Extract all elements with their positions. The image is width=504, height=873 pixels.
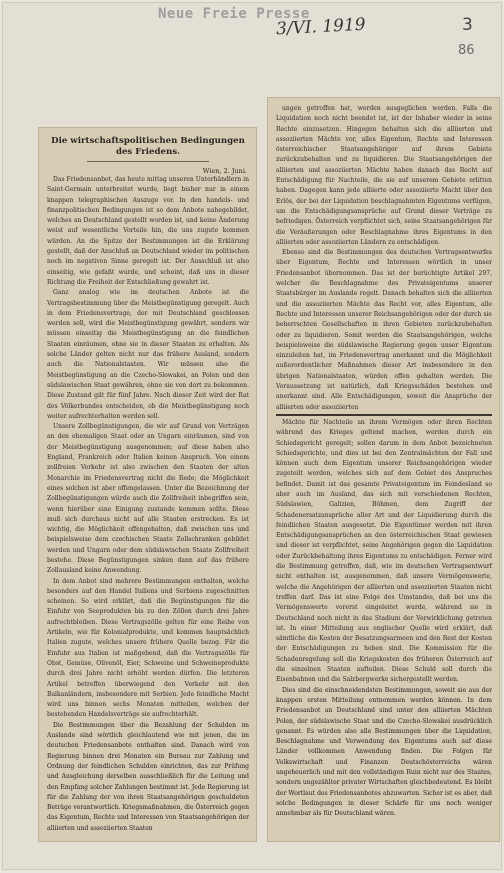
- clipping-right-column: [268, 98, 499, 841]
- article-paragraph: Das Friedensanbot, das heute mittag unseren Unterhändlern in Saint-Germain unterbreitet wurde, liegt bisher nur in einem knappen telegraphischen Auszuge vor. In den handels- und finanzpolitischen Bedingungen ist so dem Anbote nahegebildet, welches an Deutschland gestellt worden ist, und keine Änderung weist auf wesentliche Vorteile hin, die uns zugute kommen würden. An die Spitze der Bestimmungen ist die Erklärung gestellt, daß der Anschluß an Deutschland wieder im politischen noch im negativen Sinne geregelt ist. Der Ausschluß ist also einseitig, wie gefaßt wurde, und scheint, daß uns in dieser Richtung die Freiheit der Entschließung gewahrt ist.: [47, 176, 249, 286]
- article-headline: Die wirtschaftspolitischen Bedingungen des Friedens.: [51, 136, 245, 157]
- article-paragraph: ungen getroffen hat, werden ausgeglichen werden. Falls die Liquidation noch nicht beendet ist, ist der Inhaber wieder in seine Rechte einzusetzen. Hingegen behalten sich die alliierten und assoziierten Mächte vor, alles Eigentum, Rechte und Interessen österreichischer Staatsangehöriger auf ihrem Gebiete zurückzubehalten und zu liquidieren. Die Staatsangehörigen der alliierten und assoziierten Mächte haben danach das Recht auf Entschädigung für Nachteile, die sie auf unserem Gebiete erlitten haben. Dagegen kann jede alliierte oder assoziierte Macht über den Erlös, der bei der Liquidation beschlagnahmten Eigentums verfügen, um die Entschädigungsansprüche auf Grund dieser Verträge zu befriedigen. Österreich verpflichtet sich, seine Staatsangehörigen für die Veräußerungen oder Beschlagnahme ihres Eigentums in den alliierten oder assoziierten Ländern zu entschädigen.: [276, 105, 492, 246]
- article-paragraph: Ganz analog wie im deutschen Anbote ist die Vertragsbestimmung über die Meistbegünstigung geregelt. Auch in dem Friedensvertrage, der mit Deutschland geschlossen werden soll, wird die Meistbegünstigung gewährt, sondern wir müssen einseitig die Meistbegünstigung an die feindlichen Staaten einräumen, ohne sie in dieser Staaten zu erhalten. Als solche Länder gelten nicht nur das frühere Ausland, sondern auch die Nationalstaaten. Wir müssen also die Meistbegünstigung an die Czecho-Slowakei, an Polen und den südslawischen Staat gewähren, ohne sie von dort zu bekommen. Diese Zustand gilt für fünf Jahre. Nach dieser Zeit wird der Rat des Völkerbundes entscheiden, ob die Meistbegünstigung noch weiter aufrechterhalten werden soll.: [47, 289, 249, 420]
- headline-rule: [87, 161, 209, 162]
- column-divider: [276, 414, 492, 416]
- clipping-left-column: [39, 128, 256, 841]
- handwritten-date: 3/VI. 1919: [275, 14, 367, 40]
- article-paragraph: Unsere Zollbegünstigungen, die wir auf Grund von Verträgen an den ehemaligen Staat oder an Ungarn einräumen, sind von der Meistbegünstigung ausgenommen; auf diese haben also England, Frankreich oder Italien keinen Anspruch. Von einem zollfreien Verkehr ist also zwischen den Staaten der alten Monarchie im Friedensvertrag nicht die Rede; die Möglichkeit eines solchen ist aber offengelassen. Unter die Bezeichnung der Zollbegünstigungen würde auch die Zollfreiheit inbegriffen sein, wenn hierüber eine Einigung zustande kommen sollte. Diese muß sich durchaus nicht auf alle Staaten erstrecken. Es ist wichtig, die Möglichkeit offengehalten, daß zwischen uns und beispielsweise dem czechischen Staate Zollschranken gebildet werden und Ungarn oder dem südslawischen Staate Zollfreiheit bestehe. Diese Begünstigungen sinken dann auf das frühere Zollausland keine Anwendung.: [47, 423, 249, 575]
- newspaper-stamp: Neue Freie Presse: [158, 6, 310, 22]
- article-dateline: Wien, 2. Juni.: [202, 167, 247, 175]
- article-paragraph: In dem Anbot sind mehrere Bestimmungen enthalten, welche besonders auf den Handel Italiens und Serbiens zugeschnitten scheinen. So wird erklärt, daß die Begünstigungen für die Einfuhr von Seeprodukten bis zu den Zöllen durch drei Jahre aufrechtbleiben. Diese Vertragszölle gelten für eine Reihe von Artikeln, wie für Kolonialprodukte, und kommen hauptsächlich Italien zugute, welches unsere frühere Quelle bezog. Für die Einfuhr aus Italien ist maßgebend, daß die Vertragszölle für Obst, Gemüse, Olivenöl, Eier, Schweine und Schweineprodukte durch drei Jahre nicht erhöht werden dürfen. Die letzteren Artikel betreffen überwiegend den Verkehr mit den Balkanländern, insbesondere mit Serbien. Jede feindliche Macht wird uns binnen sechs Monaten mitteilen, welchen der bestehenden Handelsverträge sie aufrechterhält.: [47, 577, 249, 719]
- article-paragraph: Dies sind die einschneidendsten Bestimmungen, soweit sie aus der knappen ersten Mitteilung entnommen werden können. In dem Friedensanbot an Deutschland sind unter den alliierten Mächten Polen, der südslawische Staat und die Czecho-Slowakei ausdrücklich genannt. Es würden also alle Bestimmungen über die Liquidation, Beschlagnahme und Verwendung des Eigentums auch auf diese Länder vollkommen Anwendung finden. Die Folgen für Volkswirtschaft und Finanzen Deutschösterreichs wären ungeheuerlich und mit den vollständigen Ruin nicht nur des Staates, sondern ungezählter privater Wirtschaften gleichbedeutend. Es bleibt der Wortlaut des Friedensanbotes abzuwarten. Sicher ist es aber, daß solche Bedingungen in dieser Schärfe für uns noch weniger annehmbar als für Deutschland wären.: [276, 686, 492, 818]
- archive-number: 86: [458, 43, 475, 58]
- article-paragraph: Ebenso sind die Bestimmungen des deutschen Vertragsentwurfes über Eigentum, Rechte und Interessen wörtlich in unser Friedensanbot übernommen. Das ist der berüchtigte Artikel 297, welcher die Beschlagnahme des Privateigentums unserer Staatsbürger im Auslande regelt. Danach behalten sich die alliierten und die assoziierten Mächte das Recht vor, alles Eigentum, alle Rechte und Interessen unserer Reichsangehörigen oder der durch sie beherrschten Gesellschaften in ihren Gebieten zurückzubehalten oder zu liquidieren. Somit werden die Staatsangehörigen, welche beispielsweise die südslawische Regierung gegen unser Eigentum einzuleiten hat, im Friedensvertrag anerkannt und die Möglichkeit außerordentlicher Maßnahmen dieser Art insbesondere in den übrigen Nationalstaaten, würden offen gehalten werden. Die Voraussetzung ist natürlich, daß Kriegsschäden bestehen und anerkannt sind. Alle Entschädigungen, soweit die Ansprüche der alliierten oder assoziierten: [276, 249, 492, 411]
- article-paragraph: Die Bestimmungen über die Bezahlung der Schulden im Auslande sind wörtlich gleichlautend wie mit jenen, die im deutschen Friedensanbote enthalten sind. Danach wird von Regierung binnen drei Monaten ein Bureau zur Zahlung und Ordnung der feindlichen Schulden einrichten, das zur Prüfung und Ausgleichung derselben ausschließlich für die Leitung und den Empfang solcher Zahlungen bestimmt ist. Jede Regierung ist für die Zahlung der von ihren Staatsangehörigen geschuldeten Beträge verantwortlich. Kriegsmaßnahmen, die Österreich gegen das Eigentum, Rechte und Interessen von Staatsangehörigen der alliierten und assoziierten Staaten: [47, 721, 249, 832]
- article-paragraph: Mächte für Nachteile an ihrem Vermögen oder ihren Rechten während des Krieges geltend machen, werden durch ein Schiedsgericht geregelt; sollen darum in dem Anbot bezeichneten Schiedsgerichte, und dies ist bei den Zentralmächten der Fall und können auch dem Eigentum unserer Reichsangehörigen wieder zugeteilt werden, welches sich auf dem Gebiet des Anspruches befindet. Damit ist das gesamte Privateigentum im Feindesland so aber auch im Ausland, das sich mit verschiedenen Rechten, Südslawien, Galizien, Böhmen, dem Zugriff der Schadenersatzansprüche aller Art und der Liquidierung durch die feindlichen Staaten ausgesetzt. Die Eigentümer werden mit ihren Entschädigungsansprüchen an den österreichischen Staat gewiesen und dieser ist verpflichtet, seine Angehörigen gegen die Liquidation oder Zurückbehaltung ihres Eigentums zu entschädigen. Ferner wird die Bestimmung getroffen, daß, wie im deutschen Vertragsentwurf nicht enthalten ist, ausgenommen, daß unsere Vermögenswerte, welche die Angehörigen der alliierten und assoziierten Staaten nicht treffen darf. Das ist eine Folge des Umstandes, daß bei uns die Vermögenswerte vorerst eingeleitet wurde, während sie in Deutschland noch nicht in das Stadium der Verwirklichung getreten ist. In einer Mitteilung aus englischer Quelle wird erklärt, daß sämtliche die Kosten der Besatzungsarmeen und den Rest der Kosten der Entschädigungen zu heben sind. Die Kommission für die Schadenregelung soll die Kriegskosten des früheren Österreich auf die einzelnen Staaten aufteilen. Diese Schuld soll durch die Eisenbahnen und die Salzbergwerke sichergestellt werden.: [276, 418, 492, 684]
- page-number: 3: [462, 15, 473, 35]
